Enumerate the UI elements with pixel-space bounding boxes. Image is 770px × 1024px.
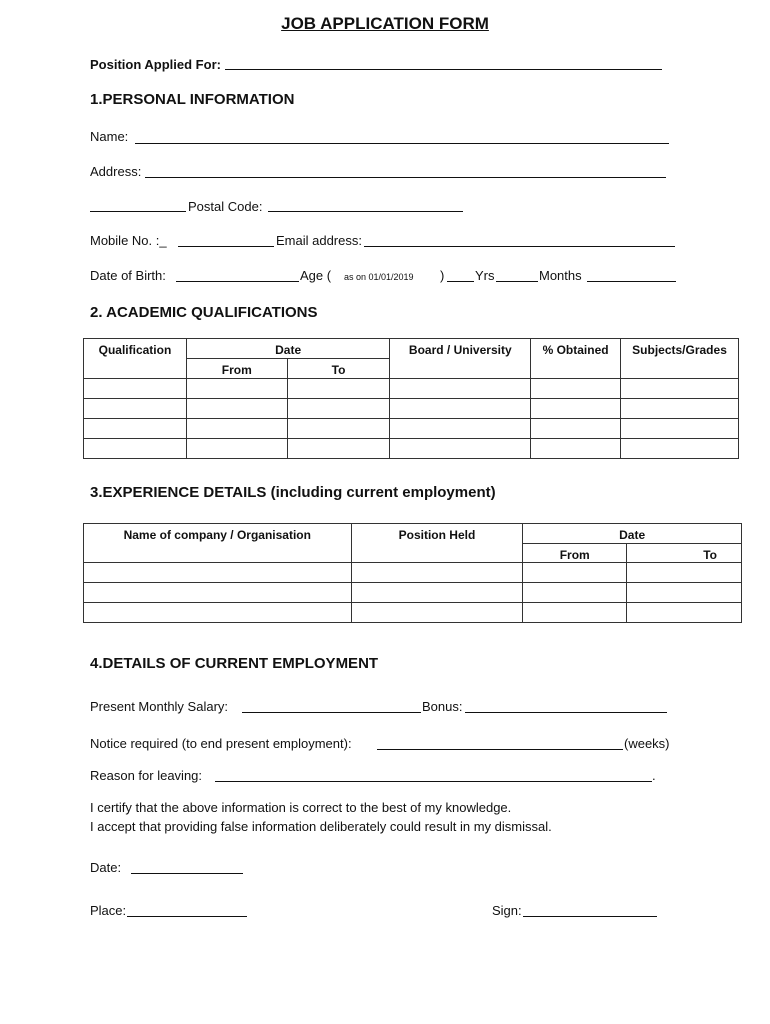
table-row: [84, 379, 739, 399]
name-field[interactable]: [135, 143, 669, 144]
certify-line-2: I accept that providing false information deliberately could result in my dismissal.: [90, 819, 552, 834]
col-obtained: % Obtained: [531, 339, 621, 379]
yrs-label: Yrs: [475, 268, 495, 283]
salary-label: Present Monthly Salary:: [90, 699, 229, 714]
table-cell[interactable]: [287, 399, 390, 419]
notice-field[interactable]: [377, 749, 623, 750]
table-cell[interactable]: [523, 583, 627, 603]
table-cell[interactable]: [351, 603, 523, 623]
table-cell[interactable]: [390, 379, 531, 399]
address-label: Address:: [90, 164, 142, 179]
table-cell[interactable]: [186, 379, 287, 399]
postal-code-label: Postal Code:: [188, 199, 263, 214]
table-cell[interactable]: [351, 563, 523, 583]
age-note: as on 01/01/2019: [344, 272, 414, 282]
age-months-field[interactable]: [496, 281, 538, 282]
table-cell[interactable]: [523, 563, 627, 583]
col-date-to: To: [287, 359, 390, 379]
table-cell[interactable]: [621, 379, 739, 399]
sign-field[interactable]: [523, 916, 657, 917]
table-cell[interactable]: [84, 419, 187, 439]
col-exp-from: From: [523, 544, 627, 563]
form-title: JOB APPLICATION FORM: [281, 14, 489, 33]
table-cell[interactable]: [287, 439, 390, 459]
table-cell[interactable]: [186, 399, 287, 419]
table-row: [84, 583, 742, 603]
col-board: Board / University: [390, 339, 531, 379]
table-cell[interactable]: [523, 603, 627, 623]
table-cell[interactable]: [84, 583, 352, 603]
table-cell[interactable]: [531, 419, 621, 439]
age-close: ): [440, 268, 445, 283]
col-date: Date: [186, 339, 390, 359]
salary-field[interactable]: [242, 712, 421, 713]
table-cell[interactable]: [621, 439, 739, 459]
position-field[interactable]: [225, 69, 662, 70]
table-row: [84, 399, 739, 419]
age-years-field[interactable]: [447, 281, 474, 282]
table-cell[interactable]: [186, 439, 287, 459]
dob-label: Date of Birth:: [90, 268, 166, 283]
table-row: [84, 563, 742, 583]
experience-table: [83, 523, 742, 623]
col-exp-to: To: [627, 544, 742, 563]
address-field[interactable]: [145, 177, 666, 178]
col-date-from: From: [186, 359, 287, 379]
postal-code-field[interactable]: [268, 211, 463, 212]
table-cell[interactable]: [627, 583, 742, 603]
sign-label: Sign:: [492, 903, 522, 918]
academic-heading: 2. ACADEMIC QUALIFICATIONS: [90, 304, 318, 321]
personal-heading: 1.PERSONAL INFORMATION: [90, 91, 295, 108]
table-cell[interactable]: [390, 419, 531, 439]
table-cell[interactable]: [621, 419, 739, 439]
table-cell[interactable]: [287, 419, 390, 439]
certify-line-1: I certify that the above information is correct to the best of my knowledge.: [90, 800, 512, 815]
reason-field[interactable]: [215, 781, 652, 782]
col-subjects: Subjects/Grades: [621, 339, 739, 379]
mobile-label: Mobile No. :_: [90, 233, 167, 248]
col-company: Name of company / Organisation: [84, 524, 352, 563]
email-field[interactable]: [364, 246, 675, 247]
name-label: Name:: [90, 129, 129, 144]
table-cell[interactable]: [84, 603, 352, 623]
table-cell[interactable]: [287, 379, 390, 399]
col-exp-date: Date: [523, 524, 742, 544]
place-label: Place:: [90, 903, 127, 918]
table-row: [84, 439, 739, 459]
table-cell[interactable]: [531, 439, 621, 459]
mobile-field[interactable]: [178, 246, 274, 247]
reason-end: .: [652, 768, 656, 783]
table-cell[interactable]: [84, 379, 187, 399]
notice-unit: (weeks): [624, 736, 670, 751]
table-cell[interactable]: [84, 563, 352, 583]
age-label: Age (: [300, 268, 332, 283]
table-cell[interactable]: [84, 399, 187, 419]
table-row: [84, 419, 739, 439]
table-cell[interactable]: [390, 399, 531, 419]
months-label: Months: [539, 268, 582, 283]
bonus-label: Bonus:: [422, 699, 463, 714]
email-label: Email address:: [276, 233, 362, 248]
table-cell[interactable]: [627, 563, 742, 583]
place-field[interactable]: [127, 916, 247, 917]
table-cell[interactable]: [531, 399, 621, 419]
position-label: Position Applied For:: [90, 57, 221, 72]
notice-label: Notice required (to end present employment):: [90, 736, 352, 751]
table-row: [84, 603, 742, 623]
experience-heading: 3.EXPERIENCE DETAILS (including current employment): [90, 484, 496, 501]
date-field[interactable]: [131, 873, 243, 874]
col-qualification: Qualification: [84, 339, 187, 379]
dob-field[interactable]: [176, 281, 299, 282]
table-cell[interactable]: [531, 379, 621, 399]
col-position-held: Position Held: [351, 524, 523, 563]
table-cell[interactable]: [351, 583, 523, 603]
date-label: Date:: [90, 860, 122, 875]
reason-label: Reason for leaving:: [90, 768, 203, 783]
table-cell[interactable]: [186, 419, 287, 439]
table-cell[interactable]: [627, 603, 742, 623]
table-cell[interactable]: [621, 399, 739, 419]
academic-table: [83, 338, 739, 459]
table-cell[interactable]: [84, 439, 187, 459]
current-employment-heading: 4.DETAILS OF CURRENT EMPLOYMENT: [90, 655, 379, 672]
table-cell[interactable]: [390, 439, 531, 459]
address-line2-field[interactable]: [90, 211, 186, 212]
months-trailing-field[interactable]: [587, 281, 676, 282]
bonus-field[interactable]: [465, 712, 667, 713]
